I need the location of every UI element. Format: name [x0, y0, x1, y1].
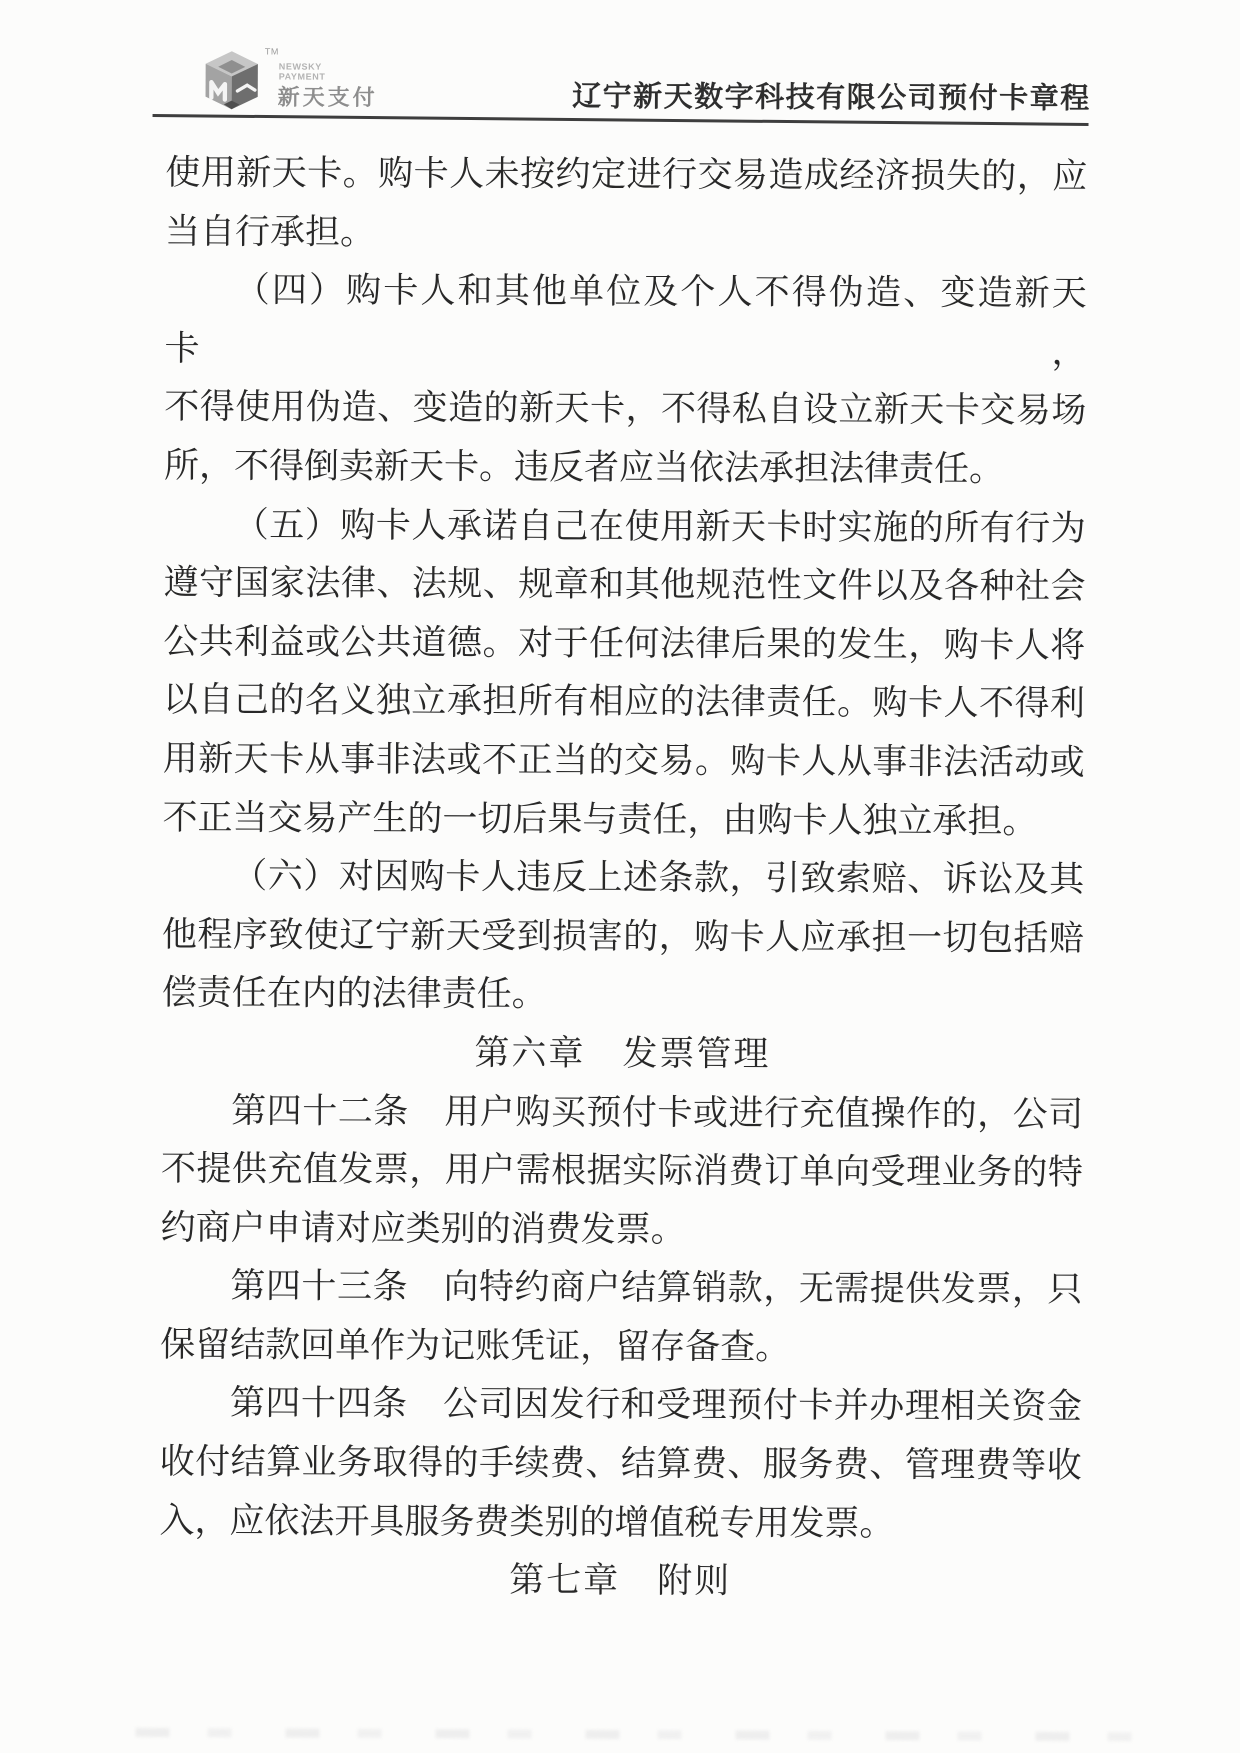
- text-line: 当自行承担。: [164, 211, 376, 252]
- text-line: 约商户申请对应类别的消费发票。: [160, 1207, 686, 1249]
- text-line: 不正当交易产生的一切后果与责任，由购卡人独立承担。: [162, 797, 1038, 841]
- text-line: 第四十三条 向特约商户结算销款，无需提供发票，只: [230, 1266, 1083, 1310]
- brand-logo: [201, 44, 461, 115]
- text-line: 遵守国家法律、法规、规章和其他规范性文件以及各种社会: [163, 563, 1086, 607]
- document-body: [159, 144, 1087, 1613]
- text-line: （六）对因购卡人违反上述条款，引致索赔、诉讼及其: [232, 856, 1085, 900]
- brand-name-cn: 新天支付: [277, 84, 378, 110]
- text-line: 入，应依法开具服务费类别的增值税专用发票。: [159, 1500, 895, 1543]
- text-line: 第四十二条 用户购买预付卡或进行充值操作的，公司: [231, 1090, 1084, 1134]
- text-line: 所，不得倒卖新天卡。违反者应当依法承担法律责任。: [163, 445, 1005, 489]
- text-line: 使用新天卡。购卡人未按约定进行交易造成经济损失的，应: [165, 153, 1088, 197]
- text-line: （四）购卡人和其他单位及个人不得伪造、变造新天卡，: [164, 270, 1087, 372]
- text-line: 他程序致使辽宁新天受到损害的，购卡人应承担一切包括赔: [161, 914, 1085, 958]
- text-line: 不提供充值发票，用户需根据实际消费订单向受理业务的特: [160, 1149, 1084, 1193]
- text-line: 收付结算业务取得的手续费、结算费、服务费、管理费等收: [159, 1442, 1082, 1486]
- brand-en-line1: NEWSKY: [278, 61, 322, 72]
- brand-en-line2: PAYMENT: [278, 71, 326, 82]
- chapter-heading: 第七章 附则: [509, 1560, 732, 1601]
- text-line: 用新天卡从事非法或不正当的交易。购卡人从事非法活动或: [162, 738, 1085, 782]
- text-line: 以自己的名义独立承担所有相应的法律责任。购卡人不得利: [162, 680, 1086, 724]
- scan-bleed-artifact: [135, 1728, 1140, 1741]
- text-line: 偿责任在内的法律责任。: [161, 973, 547, 1014]
- text-line: （五）购卡人承诺自己在使用新天卡时实施的所有行为: [233, 504, 1086, 548]
- brand-name-en: [279, 62, 326, 82]
- trademark-symbol: TM: [264, 46, 279, 57]
- text-line: 公共利益或公共道德。对于任何法律后果的发生，购卡人将: [163, 621, 1086, 665]
- chapter-heading: 第六章 发票管理: [474, 1033, 771, 1074]
- text-line: 第四十四条 公司因发行和受理预付卡并办理相关资金: [229, 1383, 1083, 1427]
- cube-logo-icon: [203, 50, 261, 110]
- text-line: 不得使用伪造、变造的新天卡，不得私自设立新天卡交易场: [164, 387, 1087, 431]
- document-title: 辽宁新天数字科技有限公司预付卡章程: [572, 80, 1091, 116]
- text-line: 保留结款回单作为记账凭证，留存备查。: [160, 1324, 791, 1367]
